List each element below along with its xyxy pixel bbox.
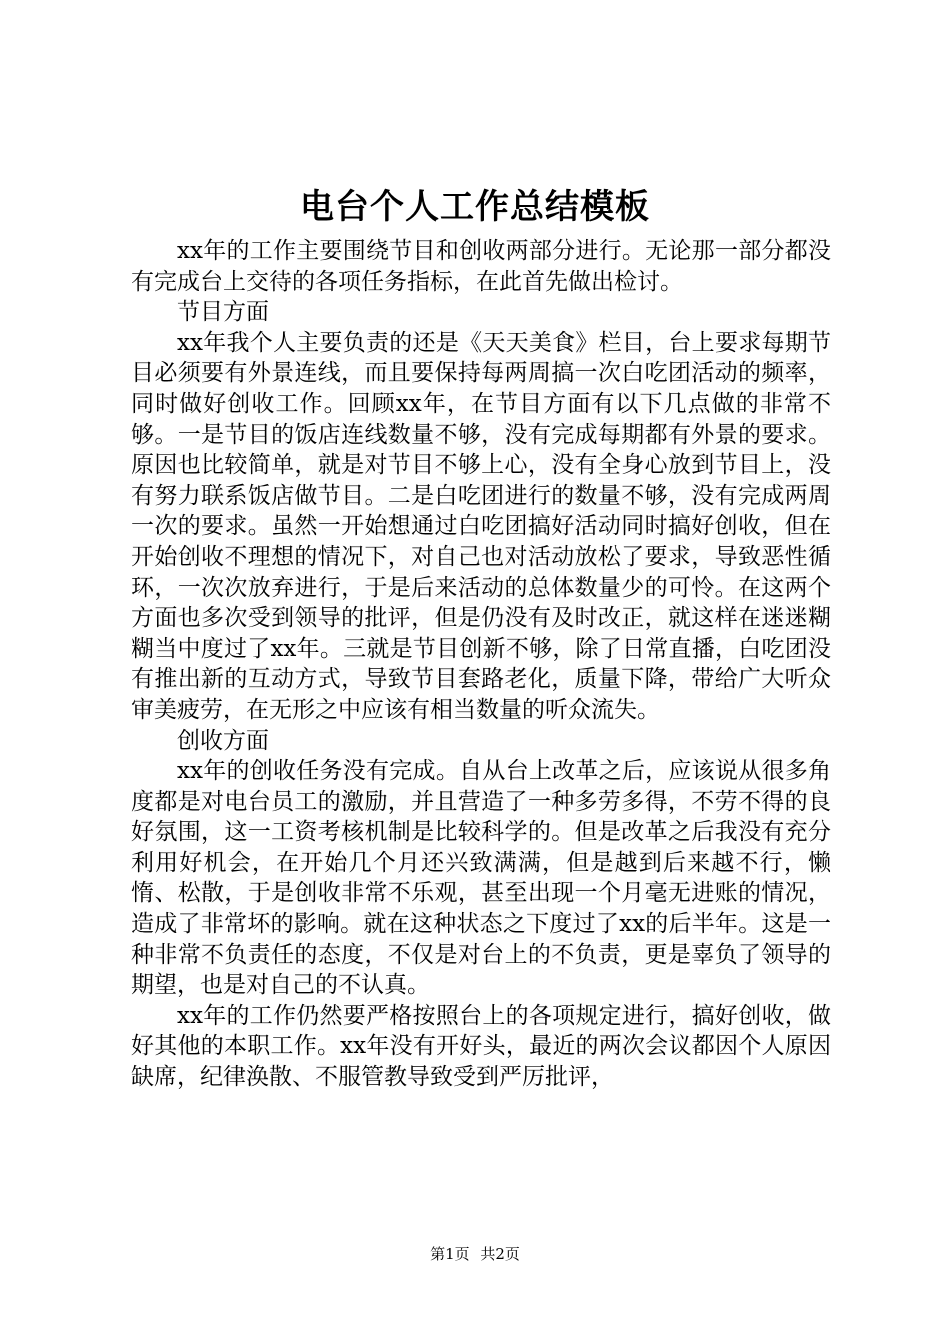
paragraph-revenue: xx年的创收任务没有完成。自从台上改革之后，应该说从很多角度都是对电台员工的激励，并且营造了一种多劳多得，不劳不得的良好氛围，这一工资考核机制是比较科学的。但是改革之后我没有充分利用好机会，在开始几个月还兴致满满，但是越到后来越不行，懒惰、松散，于是创收非常不乐观，甚至出现一个月毫无进账的情况，造成了非常坏的影响。就在这种状态之下度过了xx的后半年。这是一种非常不负责任的态度，不仅是对台上的不负责，更是辜负了领导的期望，也是对自己的不认真。 <box>131 758 831 999</box>
paragraph-plan: xx年的工作仍然要严格按照台上的各项规定进行，搞好创收，做好其他的本职工作。xx年没有开好头，最近的两次会议都因个人原因缺席，纪律涣散、不服管教导致受到严厉批评， <box>131 1002 831 1091</box>
document-title: 电台个人工作总结模板 <box>300 187 650 227</box>
page-footer <box>0 1244 950 1264</box>
page-total: 共2页 <box>480 1245 520 1263</box>
document-body <box>131 236 831 1093</box>
section-heading-revenue: 创收方面 <box>177 727 269 754</box>
section-heading-program: 节目方面 <box>177 299 269 326</box>
paragraph-program: xx年我个人主要负责的还是《天天美食》栏目，台上要求每期节目必须要有外景连线，而且要保持每两周搞一次白吃团活动的频率，同时做好创收工作。回顾xx年，在节目方面有以下几点做的非常不够。一是节目的饭店连线数量不够，没有完成每期都有外景的要求。原因也比较简单，就是对节目不够上心，没有全身心放到节目上，没有努力联系饭店做节目。二是白吃团进行的数量不够，没有完成两周一次的要求。虽然一开始想通过白吃团搞好活动同时搞好创收，但在开始创收不理想的情况下，对自己也对活动放松了要求，导致恶性循环，一次次放弃进行，于是后来活动的总体数量少的可怜。在这两个方面也多次受到领导的批评，但是仍没有及时改正，就这样在迷迷糊糊当中度过了xx年。三就是节目创新不够，除了日常直播，白吃团没有推出新的互动方式，导致节目套路老化，质量下降，带给广大听众审美疲劳，在无形之中应该有相当数量的听众流失。 <box>131 329 831 723</box>
paragraph-intro: xx年的工作主要围绕节目和创收两部分进行。无论那一部分都没有完成台上交待的各项任务指标，在此首先做出检讨。 <box>131 238 831 295</box>
page-number: 第1页 <box>430 1245 470 1263</box>
